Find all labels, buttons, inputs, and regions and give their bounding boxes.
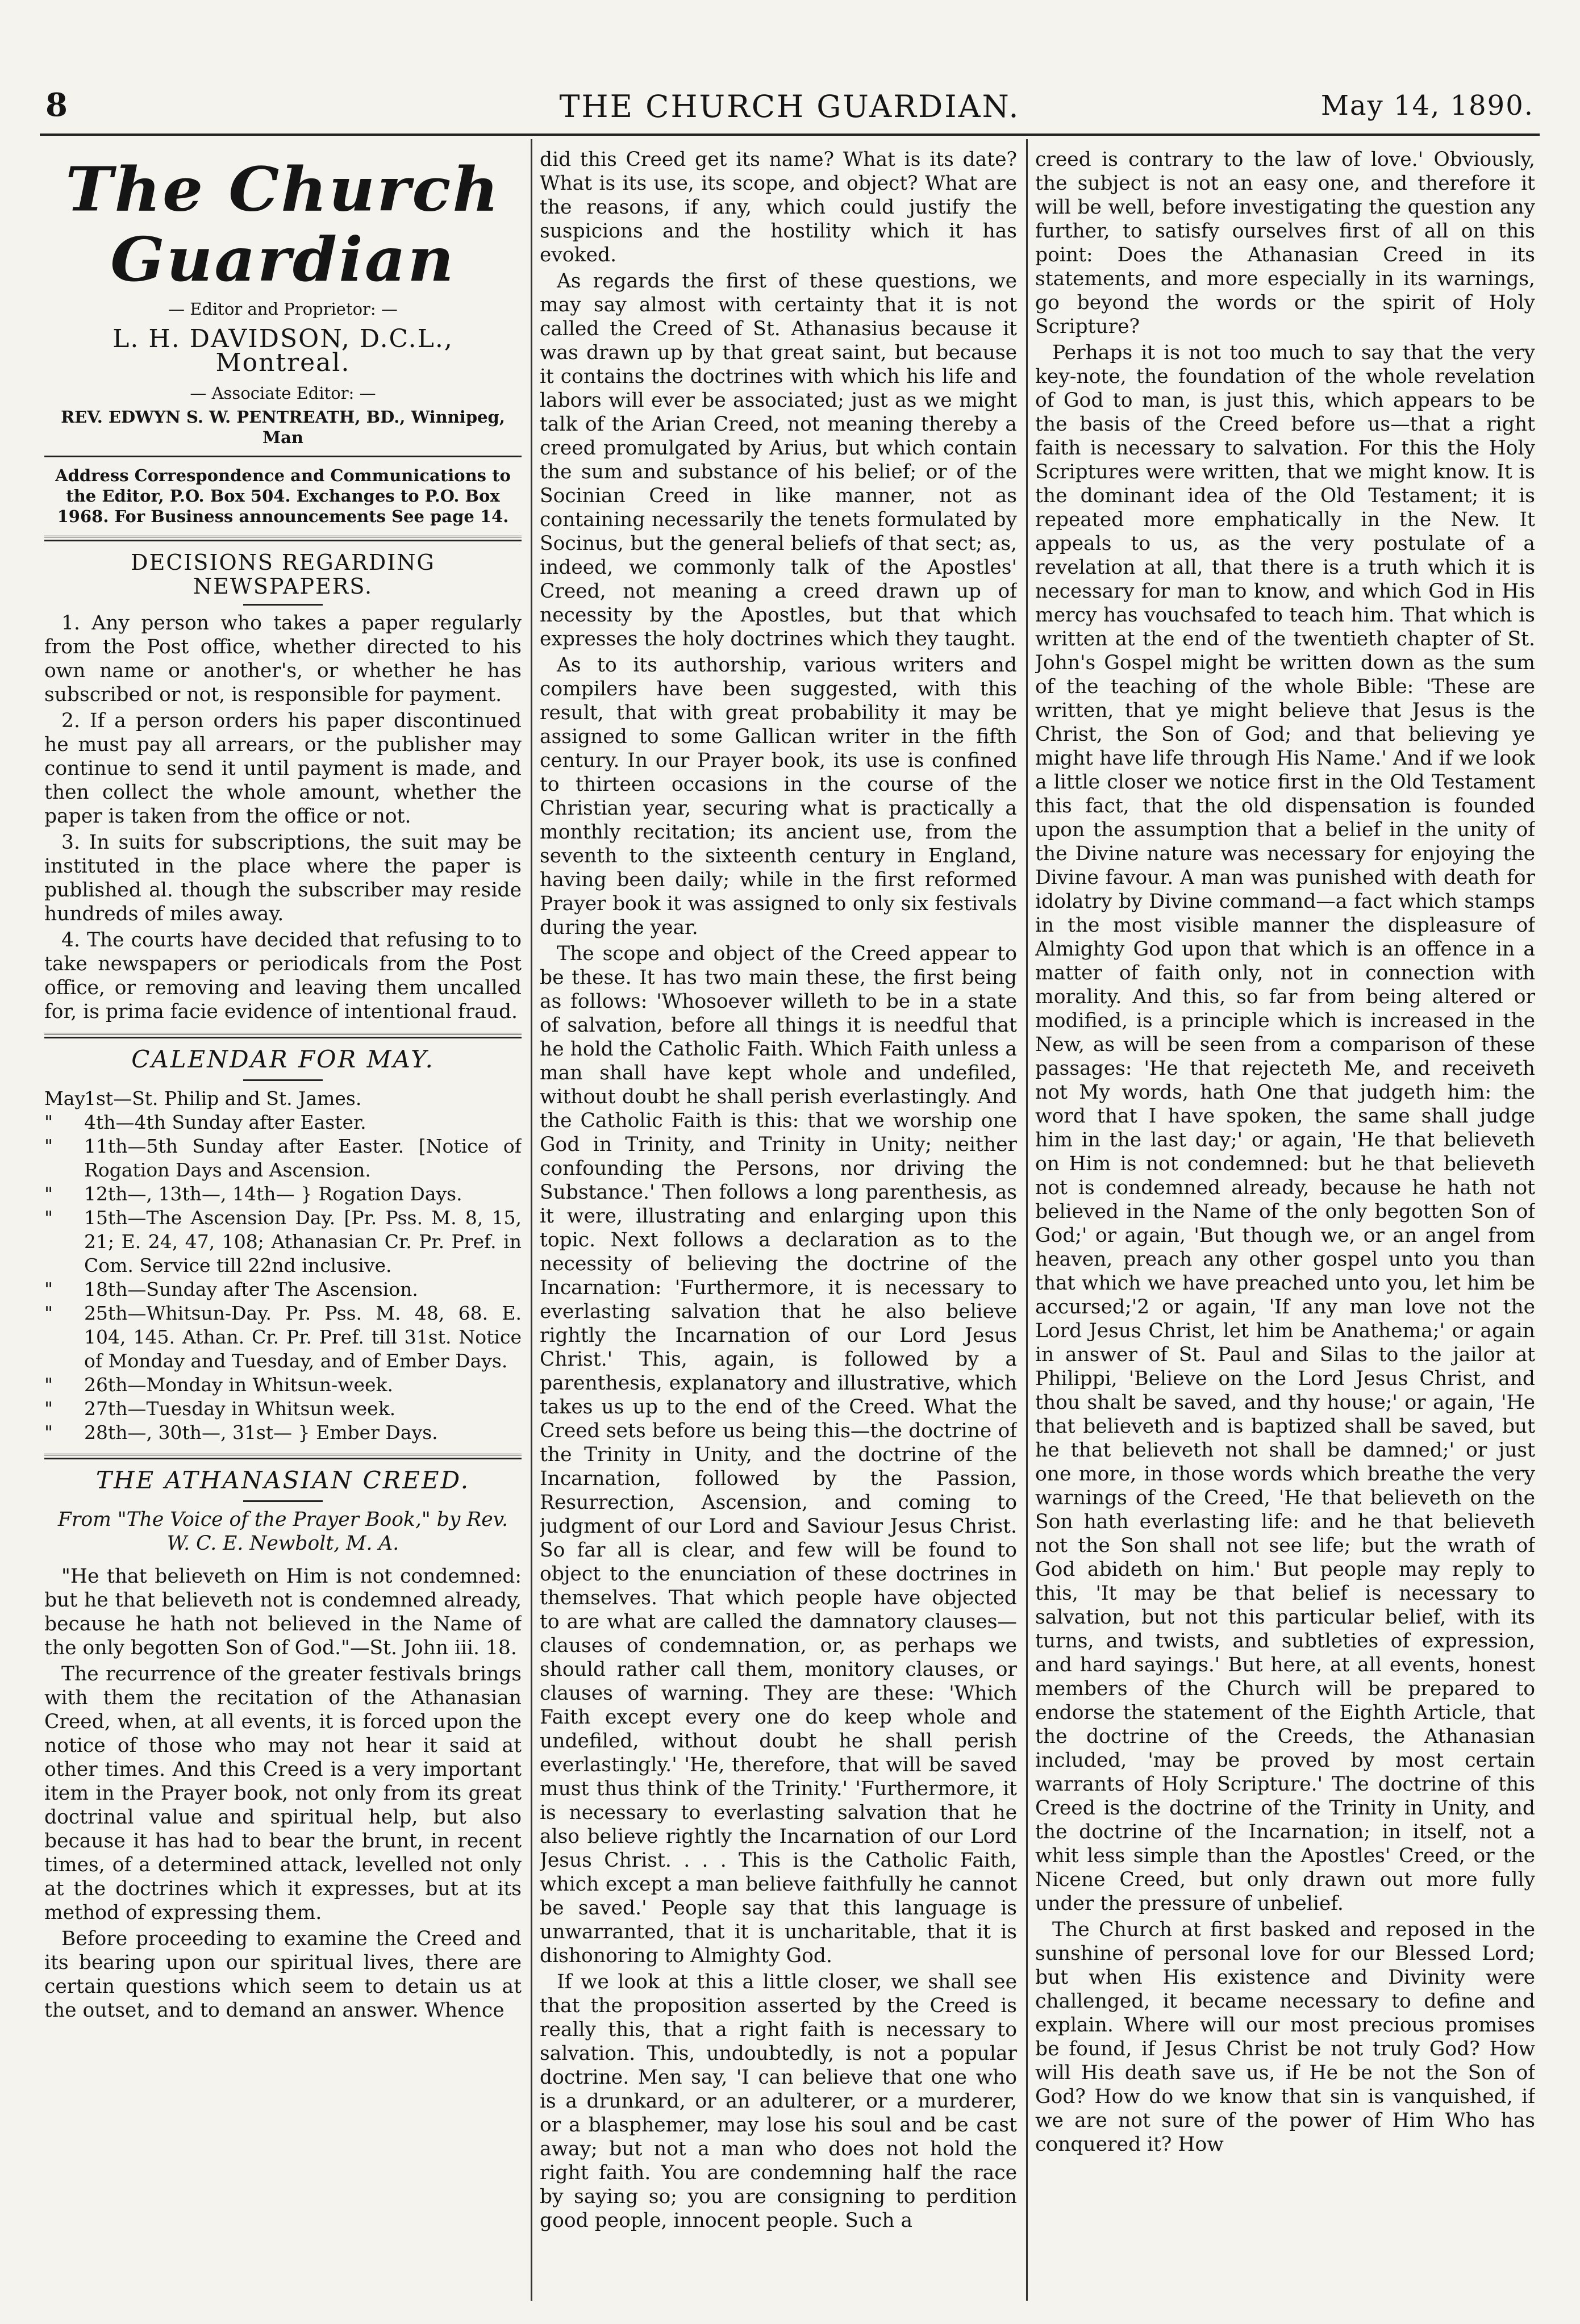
calendar-row: May 1st—St. Philip and St. James. (44, 1087, 362, 1109)
article-epigraph: "He that believeth on Him is not condemned: but he that believeth not is condemned already, because he hath not believed in the Name of the only begotten Son of God."—St. John iii. 18. (44, 1565, 522, 1659)
divider (44, 1454, 522, 1459)
calendar-row: " 4th—4th Sunday after Easter. (44, 1111, 366, 1133)
associate-name: REV. EDWYN S. W. PENTREATH, BD., Winnipeg, Man (61, 407, 505, 447)
running-title: THE CHURCH GUARDIAN. (559, 89, 1020, 124)
calendar-row: " 27th—Tuesday in Whitsun week. (44, 1397, 396, 1420)
divider (243, 604, 323, 606)
editor-name: L. H. DAVIDSON, D.C.L., Montreal. (112, 324, 453, 377)
article-paragraph: If we look at this a little closer, we shall see that the proposition asserted by the Creed is really this, that a right faith is necessary to salvation. This, undoubtedly, is not a popular doctrine. Men say, 'I can believe that one who is a drunkard, or an adulterer, or a murderer, or a blasphemer, may lose his soul and be cast away; but not a man who does not hold the right faith. You are condemning half the race by saying so; you are consigning to perdition good people, innocent people. Such a (540, 1971, 1017, 2232)
column-1 (44, 148, 522, 2301)
article-paragraph: did this Creed get its name? What is its date? What is its use, its scope, and object? What are the reasons, if any, which could justify the suspicions and the hostility which it has evoked. (540, 148, 1017, 266)
calendar-row: " 26th—Monday in Whitsun-week. (44, 1374, 394, 1396)
decision-item: 2. If a person orders his paper discontinued he must pay all arrears, or the publisher may continue to send it until payment is made, and then collect the whole amount, whether the paper is taken from the office or not. (44, 710, 522, 828)
article-paragraph: The scope and object of the Creed appear to be these. It has two main these, the first being as follows: 'Whosoever willeth to be in a state of salvation, before all things it is needful that he hold the Catholic Faith. Which Faith unless a man shall have kept whole and undefiled, without doubt he shall perish everlastingly. And the Catholic Faith is this: that we worship one God in Trinity, and Trinity in Unity; neither confounding the Persons, nor driving the Substance.' Then follows a long parenthesis, as it were, illustrating and enlarging upon this topic. Next follows a declaration as to the necessity of believing the doctrine of the Incarnation: 'Furthermore, it is necessary to everlasting salvation that he also believe rightly the Incarnation of our Lord Jesus Christ.' This, again, is followed by a parenthesis, explanatory and illustrative, which takes us up to the end of the Creed. What the Creed sets before us being this—the doctrine of the Trinity in Unity, and the doctrine of the Incarnation, followed by the Passion, Resurrection, Ascension, and coming to judgment of our Lord and Saviour Jesus Christ. So far all is clear, and few will be found to object to the enunciation of these doctrines in themselves. That which people have objected to are what are called the damnatory clauses—clauses of condemnation, or, as perhaps we should rather call them, monitory clauses, or clauses of warning. They are these: 'Which Faith except every one do keep whole and undefiled, without doubt he shall perish everlastingly.' 'He, therefore, that will be saved must thus think of the Trinity.' 'Furthermore, it is necessary to everlasting salvation that he also believe rightly the Incarnation of our Lord Jesus Christ. . . . This is the Catholic Faith, which except a man believe faithfully he cannot be saved.' People say that this language is unwarranted, that it is uncharitable, that it is dishonoring to Almighty God. (540, 942, 1017, 1967)
article-paragraph: creed is contrary to the law of love.' Obviously, the subject is not an easy one, and therefore it will be well, before investigating the question any further, to satisfy ourselves first of all on this point: Does the Athanasian Creed in its statements, and more especially in its warnings, go beyond the words or the spirit of Holy Scripture? (1035, 148, 1535, 338)
divider (44, 456, 522, 457)
column-3 (1035, 148, 1535, 2301)
article-paragraph: The Church at first basked and reposed in the sunshine of personal love for our Blessed Lord; but when His existence and Divinity were challenged, it became necessary to define and explain. Where will our most precious promises be found, if Jesus Christ be not truly God? How will His death save us, if He be not the Son of God? How do we know that sin is vanquished, if we are not sure of the power of Him Who has conquered it? How (1035, 1918, 1535, 2156)
column-2 (540, 148, 1017, 2301)
calendar-list (44, 1087, 522, 1445)
calendar-row: " 18th—Sunday after The Ascension. (44, 1278, 418, 1300)
associate-label: — Associate Editor: — (190, 383, 376, 403)
issue-date: May 14, 1890. (1320, 90, 1534, 122)
page-header (40, 80, 1540, 136)
article-paragraph: As regards the first of these questions, we may say almost with certainty that it is not called the Creed of St. Athanasius because it was drawn up by that great saint, but because it contains the doctrines with which his life and labors will ever be associated; just as we might talk of the Arian Creed, not meaning thereby a creed promulgated by Arius, but which contain the sum and substance of his belief; or of the Socinian Creed in like manner, not as containing necessarily the tenets formulated by Socinus, but the general beliefs of that sect; as, indeed, we commonly talk of the Apostles' Creed, not meaning a creed drawn up of necessity by the Apostles, but that which expresses the holy doctrines which they taught. (540, 270, 1017, 650)
article-paragraph: Perhaps it is not too much to say that the very key-note, the foundation of the whole revelation of God to man, is just this, which appears to be the basis of the Creed before us—that a right faith is necessary to salvation. For this the Holy Scriptures were written, that we might know. It is the dominant idea of the Old Testament; it is repeated more emphatically in the New. It appeals to us, as the very postulate of a revelation at all, that there is a truth which it is necessary for man to know, and which God in His mercy has vouchsafed to teach him. That which is written at the end of the twentieth chapter of St. John's Gospel might be written down as the sum of the teaching of the whole Bible: 'These are written, that ye might believe that Jesus is the Christ, the Son of God; and that believing ye might have life through His Name.' And if we look a little closer we notice first in the Old Testament this fact, that the old dispensation is founded upon the assumption that a belief in the unity of the Divine nature was necessary for enjoying the Divine favour. A man was punished with death for idolatry by Divine command—a fact which stamps in the most visible manner the displeasure of Almighty God upon that which is an offence in a matter of faith only, not in connection with morality. And this, so far from being altered or modified, is a principle which is increased in the New, as will be seen from a comparison of these passages: 'He that rejecteth Me, and receiveth not My words, hath One that judgeth him: the word that I have spoken, the same shall judge him in the last day;' or again, 'He that believeth on Him is not condemned: but he that believeth not is condemned already, because he hath not believed in the Name of the only begotten Son of God;' or again, 'But though we, or an angel from heaven, preach any other gospel unto you than that which we have preached unto you, let him be accursed;'2 or again, 'If any man love not the Lord Jesus Christ, let him be Anathema;' or again in answer of St. Paul and Silas to the jailor at Philippi, 'Believe on the Lord Jesus Christ, and thou shalt be saved, and thy house;' or again, 'He that believeth and is baptized shall be saved, but he that believeth not shall be damned;' or just one more, in those words which breathe the very warnings of the Creed, 'He that believeth on the Son hath everlasting life: and he that believeth not the Son shall not see life; but the wrath of God abideth on him.' But people may reply to this, 'It may be that belief is necessary to salvation, but not this particular belief, with its turns, and twists, and subtleties of expression, and hard sayings.' But here, at all events, honest members of the Church will be prepared to endorse the statement of the Eighth Article, that the doctrine of the Creeds, the Athanasian included, 'may be proved by most certain warrants of Holy Scripture.' The doctrine of this Creed is the doctrine of the Trinity in Unity, and the doctrine of the Incarnation; in itself, not a whit less simple than the Apostles' Creed, or the Nicene Creed, but only drawn out more fully under the pressure of unbelief. (1035, 341, 1535, 1915)
decision-item: 3. In suits for subscriptions, the suit may be instituted in the place where the paper is published al. though the subscriber may reside hundreds of miles away. (44, 831, 522, 925)
decision-item: 1. Any person who takes a paper regularly from the Post office, whether directed to his own name or another's, or whether he has subscribed or not, is responsible for payment. (44, 612, 522, 706)
calendar-row: " 28th—, 30th—, 31st— } Ember Days. (44, 1421, 438, 1443)
article-paragraph: As to its authorship, various writers and compilers have been suggested, with this result, that with great probability it may be assigned to some Gallican writer in the fifth century. In our Prayer book, its use is confined to thirteen occasions in the course of the Christian year, securing what is practically a monthly recitation; its ancient use, from the seventh to the sixteenth century in England, having been daily; while in the first reformed Prayer book it was assigned to only six festivals during the year. (540, 654, 1017, 939)
divider (243, 1500, 323, 1502)
decisions-heading: DECISIONS REGARDING NEWSPAPERS. (131, 550, 435, 599)
editor-label: — Editor and Proprietor: — (168, 299, 398, 319)
article-paragraph: The recurrence of the greater festivals brings with them the recitation of the Athanasian Creed, when, at all events, it is forced upon the notice of those who may not hear it said at other times. And this Creed is a very important item in the Prayer book, not only from its great doctrinal value and spiritual help, but also because it has had to bear the brunt, in recent times, of a determined attack, levelled not only at the doctrines which it expresses, but at its method of expressing them. (44, 1663, 522, 1924)
article-source: From "The Voice of the Prayer Book," by Rev. W. C. E. Newbolt, M. A. (57, 1508, 508, 1555)
divider (44, 536, 522, 541)
decision-item: 4. The courts have decided that refusing to to take newspapers or periodicals from the Post office, or removing and leaving them uncalled for, is prima facie evidence of intentional fraud. (44, 929, 522, 1023)
page-number: 8 (45, 86, 68, 124)
calendar-heading: CALENDAR FOR MAY. (131, 1045, 435, 1073)
article-heading: THE ATHANASIAN CREED. (95, 1466, 470, 1494)
calendar-row: " 15th—The Ascension Day. [Pr. Pss. M. 8, 15, 21; E. 24, 47, 108; Athanasian Cr. Pr. Pref. in Com. Service till 22nd inclusive. (44, 1207, 522, 1276)
divider (44, 1033, 522, 1038)
article-paragraph: Before proceeding to examine the Creed and its bearing upon our spiritual lives, there are certain questions which seem to detain us at the outset, and to demand an answer. Whence (44, 1927, 522, 2022)
calendar-row: " 11th—5th Sunday after Easter. [Notice of Rogation Days and Ascension. (44, 1135, 522, 1181)
column-rule (1026, 139, 1028, 2301)
calendar-row: " 25th—Whitsun-Day. Pr. Pss. M. 48, 68. E. 104, 145. Athan. Cr. Pr. Pref. till 31st. Notice of Monday and Tuesday, and of Ember Days. (44, 1302, 522, 1372)
divider (243, 1079, 323, 1081)
address-notice: Address Correspondence and Communications to the Editor, P.O. Box 504. Exchanges to P.O. Box 1968. For Business announcements See page 14. (55, 466, 511, 526)
column-rule (531, 139, 532, 2301)
calendar-row: " 12th—, 13th—, 14th— } Rogation Days. (44, 1183, 462, 1205)
masthead-title: The Church Guardian (65, 154, 501, 295)
